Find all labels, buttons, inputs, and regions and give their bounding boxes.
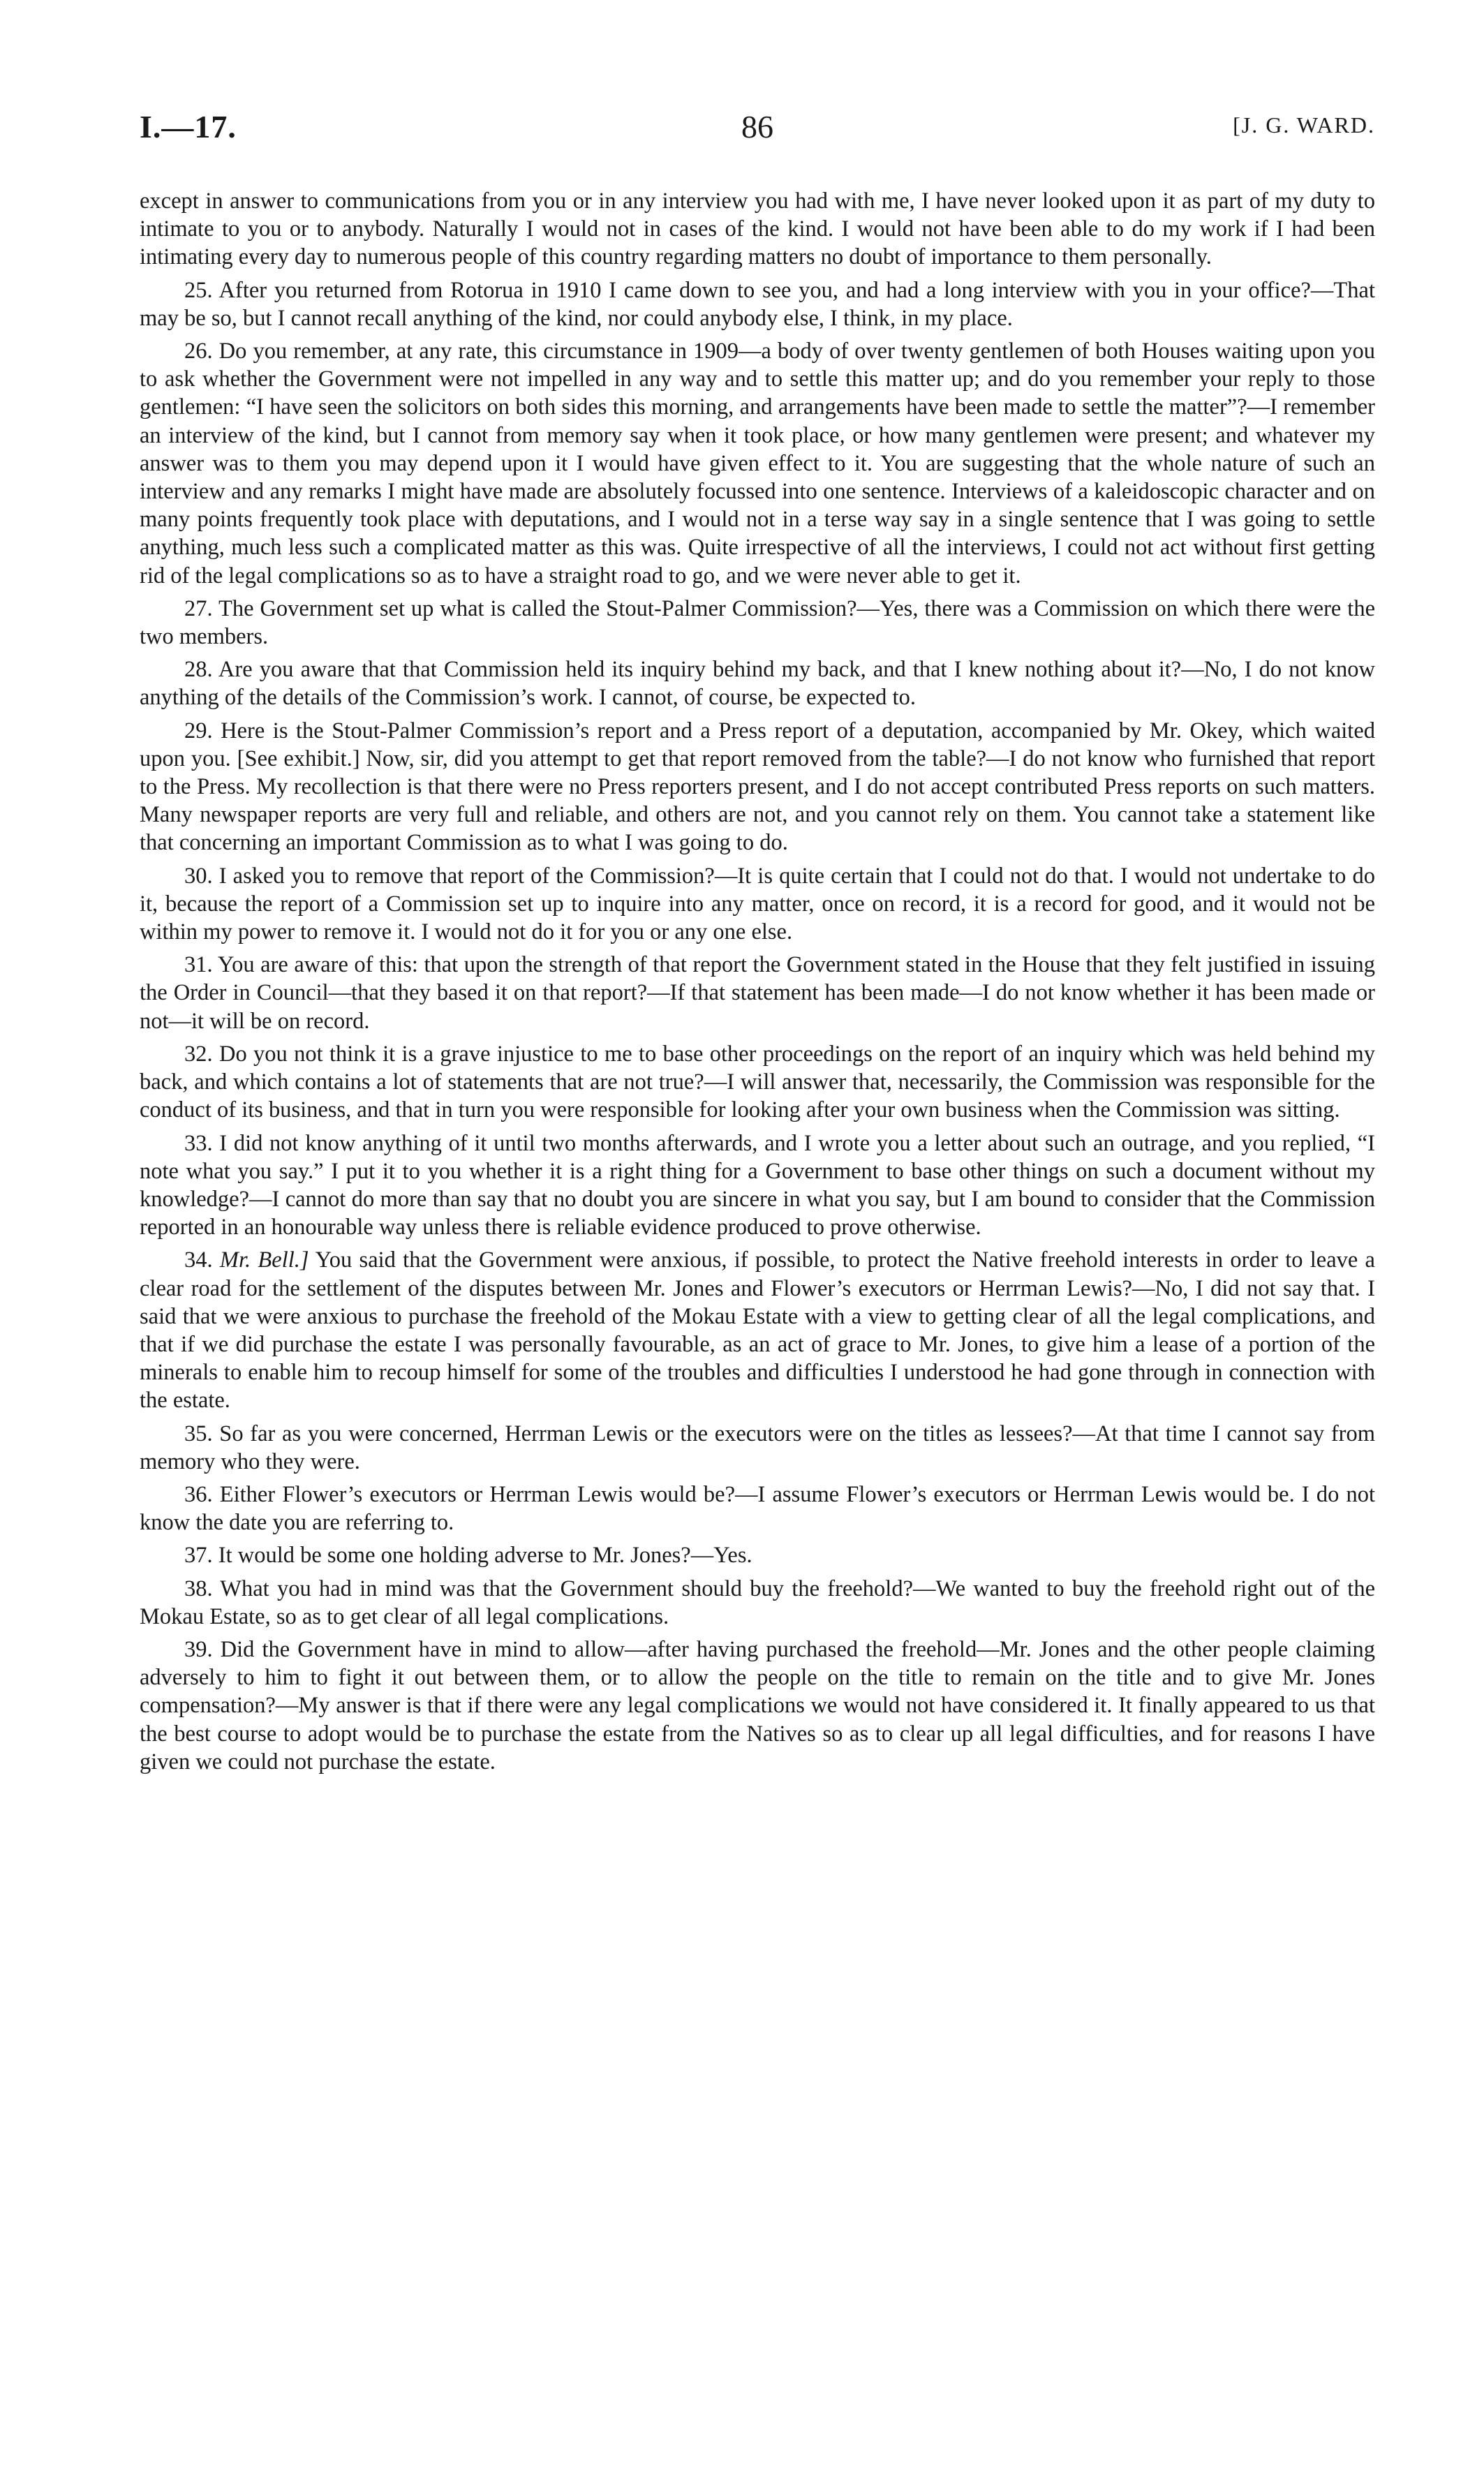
question-35: 35. So far as you were concerned, Herrman Lewis or the executors were on the titles as lessees?—At that time I cannot say from memory who they were. [140,1421,1375,1474]
question-39: 39. Did the Government have in mind to allow—after having purchased the freehold—Mr. Jones and the other people claiming adversely to him to fight it out between them, or to allow the people on the title to remain on the title and to give Mr. Jones compensation?—My answer is that if there were any legal complications we would not have considered it. It finally appeared to us that the best course to adopt would be to purchase the estate from the Natives so as to clear up all legal difficulties, and for reasons I have given we could not purchase the estate. [140,1636,1375,1774]
question-number: 34. [184,1247,213,1273]
question-32: 32. Do you not think it is a grave injustice to me to base other proceedings on the report of an inquiry which was held behind my back, and which contains a lot of statements that are not true?—I will answer that, necessarily, the Commission was responsible for the conduct of its business, and that in turn you were responsible for looking after your own business when the Commission was sitting. [140,1041,1375,1123]
question-36: 36. Either Flower’s executors or Herrman Lewis would be?—I assume Flower’s executors or Herrman Lewis would be. I do not know the date you are referring to. [140,1481,1375,1536]
question-34 [140,1246,1375,1414]
question-27: 27. The Government set up what is called the Stout-Palmer Commission?—Yes, there was a Commission on which there were the two members. [140,595,1375,650]
question-33: 33. I did not know anything of it until two months afterwards, and I wrote you a letter about such an outrage, and you replied, “I note what you say.” I put it to you whether it is a right thing for a Government to base other things on such a document without my knowledge?—I cannot do more than say that no doubt you are sincere in what you say, but I am bound to consider that the Commission reported in an honourable way unless there is reliable evidence produced to prove otherwise. [140,1130,1375,1240]
page-header [140,108,1375,157]
witness-name: [J. G. WARD. [1233,112,1375,138]
question-text: You said that the Government were anxious, if possible, to protect the Native freehold interests in order to leave a clear road for the settlement of the disputes between Mr. Jones and Flower’s executors or Herrman Lewis?—No, I did not say that. I said that we were anxious to purchase the freehold of the Mokau Estate with a view to getting clear of all the legal complications, and that if we did purchase the estate I was personally favourable, as an act of grace to Mr. Jones, to give him a lease of a portion of the minerals to enable him to recoup himself for some of the troubles and difficulties I understood he had gone through in connection with the estate. [140,1247,1375,1414]
question-30: 30. I asked you to remove that report of the Commission?—It is quite certain that I could not do that. I would not undertake to do it, because the report of a Commission set up to inquire into any matter, once on record, it is a record for good, and it would not be within my power to remove it. I would not do it for you or any one else. [140,863,1375,945]
page-number: 86 [741,109,773,144]
speaker-label: Mr. Bell.] [219,1247,309,1273]
question-38: 38. What you had in mind was that the Government should buy the freehold?—We wanted to buy the freehold right out of the Mokau Estate, so as to get clear of all legal complications. [140,1576,1375,1629]
paper-reference: I.—17. [140,109,237,144]
testimony-body [140,187,1375,1781]
question-29: 29. Here is the Stout-Palmer Commission’s report and a Press report of a deputation, accompanied by Mr. Okey, which waited upon you. [See exhibit.] Now, sir, did you attempt to get that report removed from the table?—I do not know who furnished that report to the Press. My recollection is that there were no Press reporters present, and I do not accept contributed Press reports on such matters. Many newspaper reports are very full and reliable, and others are not, and you cannot rely on them. You cannot take a statement like that concerning an important Commission as to what I was going to do. [140,718,1375,856]
question-28: 28. Are you aware that that Commission held its inquiry behind my back, and that I knew nothing about it?—No, I do not know anything of the details of the Commission’s work. I cannot, of course, be expected to. [140,657,1375,711]
question-25: 25. After you returned from Rotorua in 1910 I came down to see you, and had a long interview with you in your office?—That may be so, but I cannot recall anything of the kind, nor could anybody else, I think, in my place. [140,277,1375,331]
question-37: 37. It would be some one holding adverse to Mr. Jones?—Yes. [184,1543,752,1569]
question-31: 31. You are aware of this: that upon the strength of that report the Government stated in the House that they felt justified in issuing the Order in Council—that they based it on that report?—If that statement has been made—I do not know whether it has been made or not—it will be on record. [140,952,1375,1034]
paragraph-continuation: except in answer to communications from you or in any interview you had with me, I have never looked upon it as part of my duty to intimate to you or to anybody. Naturally I would not in cases of the kind. I would not have been able to do my work if I had been intimating every day to numerous people of this country regarding matters no doubt of importance to them personally. [140,188,1375,270]
question-26: 26. Do you remember, at any rate, this circumstance in 1909—a body of over twenty gentlemen of both Houses waiting upon you to ask whether the Government were not impelled in any way and to settle this matter up; and do you remember your reply to those gentlemen: “I have seen the solicitors on both sides this morning, and arrangements have been made to settle the matter”?—I remember an interview of the kind, but I cannot from memory say when it took place, or how many gentlemen were present; and whatever my answer was to them you may depend upon it I would have given effect to it. You are suggesting that the whole nature of such an interview and any remarks I might have made are absolutely focussed into one sentence. Interviews of a kaleidoscopic character and on many points frequently took place with deputations, and I would not in a terse way say in a single sentence that I was going to settle anything, much less such a complicated matter as this was. Quite irrespective of all the interviews, I could not act without first getting rid of the legal complications so as to have a straight road to go, and we were never able to get it. [140,339,1375,588]
